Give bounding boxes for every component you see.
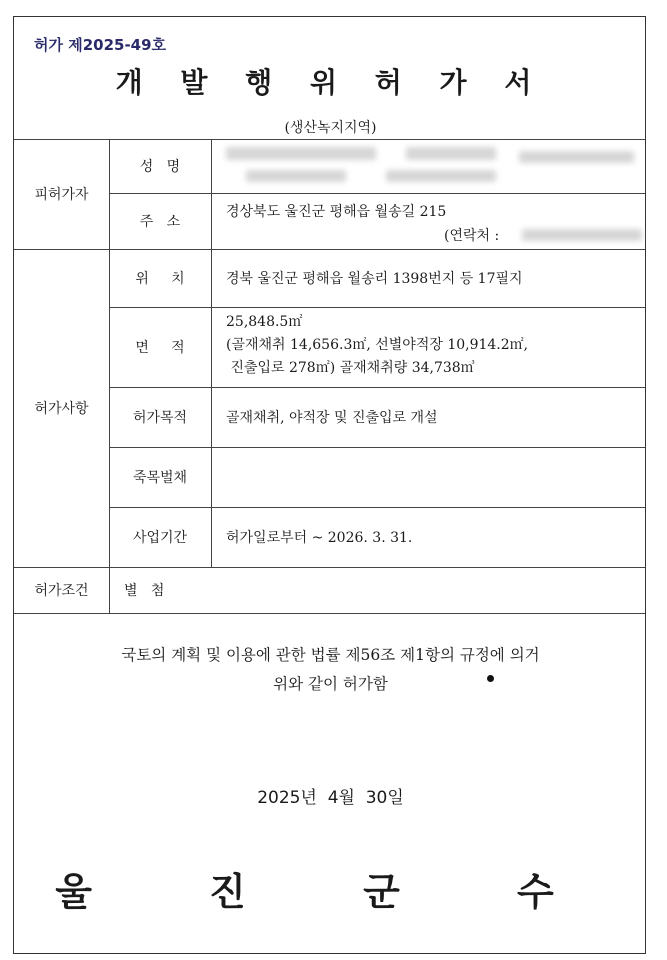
document-title: 개 발 행 위 허 가 서: [115, 66, 546, 99]
table-bottom-border: [14, 613, 645, 614]
project-period-value: 허가일로부터 ~ 2026. 3. 31.: [226, 530, 413, 546]
location-value: 경북 울진군 평해읍 월송리 1398번지 등 17필지: [226, 271, 523, 287]
area-total: 25,848.5㎡: [226, 314, 303, 330]
location-label: 위 치: [135, 271, 185, 287]
permit-items-section-label: 허가사항: [34, 401, 89, 417]
purpose-value: 골재채취, 야적장 및 진출입로 개설: [226, 410, 438, 426]
area-breakdown: (골재채취 14,656.3㎡, 선별야적장 10,914.2㎡,: [226, 337, 529, 353]
legal-basis-text: 국토의 계획 및 이용에 관한 법률 제56조 제1항의 규정에 의거: [121, 646, 540, 664]
conditions-value: 별 첨: [124, 583, 165, 599]
permit-document: [13, 16, 646, 954]
project-period-label: 사업기간: [132, 530, 188, 546]
approval-text: 위와 같이 허가함: [273, 675, 388, 693]
purpose-label: 허가목적: [132, 410, 188, 426]
area-label: 면 적: [135, 340, 185, 356]
conditions-label: 허가조건: [34, 583, 89, 599]
contact-label: (연락처 :: [444, 228, 500, 244]
ink-dot: [487, 675, 494, 682]
document-subtitle: (생산녹지지역): [284, 120, 377, 136]
issuer-name: 울 진 군 수: [55, 870, 606, 914]
permittee-section-label: 피허가자: [34, 187, 89, 203]
contact-value-redacted: [522, 229, 642, 241]
address-label: 주 소: [139, 214, 181, 230]
tree-felling-label: 죽목벌채: [132, 470, 188, 486]
tree-felling-value: [211, 447, 645, 507]
permit-number: 허가 제2025-49호: [34, 36, 167, 54]
address-value: 경상북도 울진군 평해읍 월송길 215: [226, 204, 447, 220]
area-volume: 진출입로 278㎡) 골재채취량 34,738㎥: [226, 360, 475, 376]
area-value: [226, 311, 528, 380]
name-label: 성 명: [139, 159, 181, 175]
issue-date: 2025년 4월 30일: [257, 788, 404, 808]
